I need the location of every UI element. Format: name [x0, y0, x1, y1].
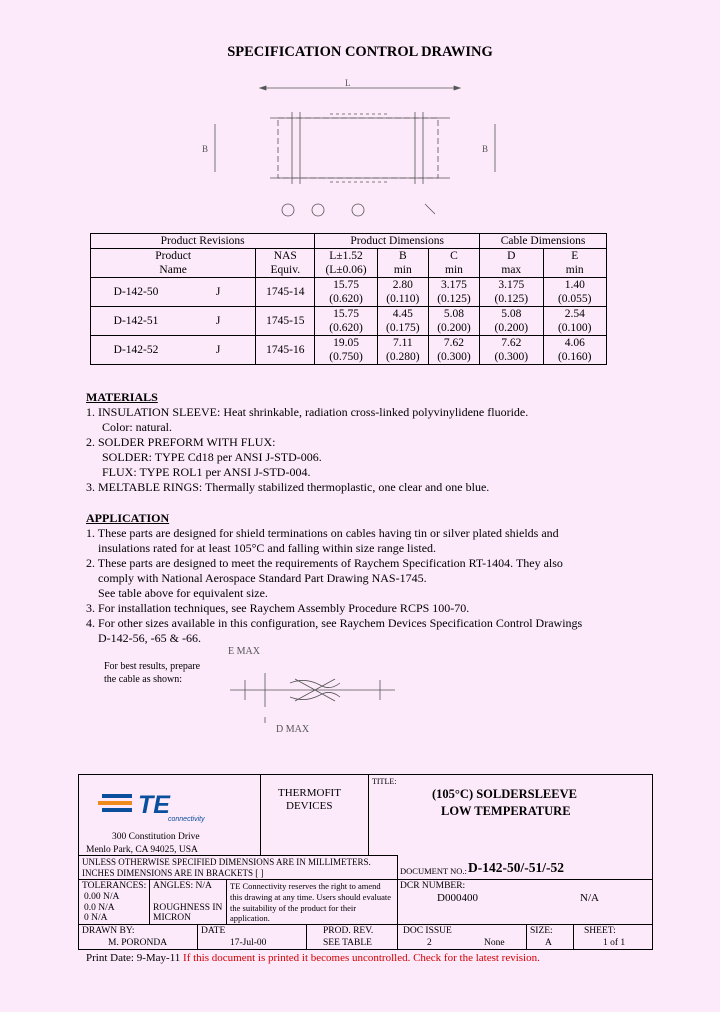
materials-line: 1. INSULATION SLEEVE: Heat shrinkable, radiation cross-linked polyvinylidene fluoride. — [86, 405, 529, 419]
tolerance-1dp: 0.0 N/A — [84, 903, 115, 913]
table-row: D-142-52 J 1745-16 19.05 (0.750) 7.11 (0.280) 7.62 (0.300) 7.62 (0.300) 4.06 (0.160) — [91, 336, 607, 365]
micron-label: MICRON — [153, 913, 192, 923]
cable-note-line2: the cable as shown: — [104, 674, 183, 685]
division-line2: DEVICES — [286, 800, 333, 812]
dcr-value: D000400 — [437, 892, 478, 904]
te-logo — [96, 788, 211, 824]
dcr-right-value: N/A — [580, 892, 599, 904]
disclaimer-line4: application. — [230, 913, 270, 923]
disclaimer-line3: the suitability of the product for their — [230, 903, 357, 913]
doc-no-label: DOCUMENT NO.: — [400, 866, 467, 876]
cable-drawing — [225, 655, 400, 725]
cable-bottom-label: D MAX — [276, 724, 310, 735]
application-line: 2. These parts are designed to meet the requirements of Raychem Specification RT-1404. They also — [86, 556, 563, 570]
col-header-e: E min — [543, 249, 607, 278]
application-line: insulations rated for at least 105°C and falling within size range listed. — [98, 541, 437, 555]
address-line2: Menlo Park, CA 94025, USA — [86, 845, 198, 855]
drawn-by-value: M. PORONDA — [108, 938, 168, 948]
page-title: SPECIFICATION CONTROL DRAWING — [227, 44, 493, 60]
doc-issue-value: 2 — [427, 938, 432, 948]
length-label: L — [345, 78, 351, 88]
cable-note-line1: For best results, prepare — [104, 661, 201, 672]
prod-rev-label: PROD. REV. — [323, 926, 374, 936]
tolerance-0dp: 0 N/A — [84, 913, 108, 923]
col-header-d: D max — [480, 249, 543, 278]
logo-text: TE — [138, 791, 170, 819]
date-value: 17-Jul-00 — [230, 938, 267, 948]
prod-rev-value: SEE TABLE — [323, 938, 372, 948]
size-value: A — [545, 938, 552, 948]
sheet-label: SHEET: — [584, 926, 616, 936]
materials-line: Color: natural. — [102, 420, 172, 434]
cable-top-label: E MAX — [228, 646, 260, 657]
table-row: D-142-51 J 1745-15 15.75 (0.620) 4.45 (0.175) 5.08 (0.200) 5.08 (0.200) 2.54 (0.100) — [91, 307, 607, 336]
scale-value: None — [484, 938, 505, 948]
units-note-line2: INCHES DIMENSIONS ARE IN BRACKETS [ ] — [82, 868, 264, 878]
application-line: 3. For installation techniques, see Raychem Assembly Procedure RCPS 100-70. — [86, 601, 470, 615]
doc-title-line2: LOW TEMPERATURE — [441, 804, 571, 818]
tolerances-label: TOLERANCES: — [82, 881, 147, 891]
date-label: DATE — [201, 926, 226, 936]
application-line: See table above for equivalent size. — [98, 586, 268, 600]
print-date: Print Date: 9-May-11 — [86, 952, 181, 964]
col-header-l: L±1.52 (L±0.06) — [315, 249, 377, 278]
uncontrolled-warning: If this document is printed it becomes uncontrolled. Check for the latest revision. — [183, 952, 540, 964]
materials-line: FLUX: TYPE ROL1 per ANSI J-STD-004. — [102, 465, 311, 479]
application-heading: APPLICATION — [86, 511, 170, 525]
doc-issue-label: DOC ISSUE — [403, 926, 452, 936]
col-header-c: C min — [428, 249, 479, 278]
application-line: 1. These parts are designed for shield terminations on cables having tin or silver plated shields and — [86, 526, 559, 540]
title-label: TITLE: — [372, 777, 397, 786]
disclaimer-line1: TE Connectivity reserves the right to amend — [230, 881, 381, 891]
group-header-product-dims: Product Dimensions — [315, 234, 480, 249]
dim-b-label: B — [202, 144, 209, 154]
print-footer — [86, 952, 540, 964]
dim-b-right-label: B — [482, 144, 489, 154]
product-table — [90, 233, 607, 365]
materials-heading: MATERIALS — [86, 390, 158, 404]
group-header-cable-dims: Cable Dimensions — [480, 234, 607, 249]
materials-line: 2. SOLDER PREFORM WITH FLUX: — [86, 435, 276, 449]
application-line: D-142-56, -65 & -66. — [98, 631, 201, 645]
dcr-label: DCR NUMBER: — [400, 881, 466, 891]
drawn-by-label: DRAWN BY: — [82, 926, 135, 936]
sheet-value: 1 of 1 — [603, 938, 626, 948]
col-header-product-name: Product Name — [91, 249, 256, 278]
application-line: 4. For other sizes available in this configuration, see Raychem Devices Specification Control Drawings — [86, 616, 583, 630]
division-line1: THERMOFIT — [278, 787, 341, 799]
col-header-nas: NAS Equiv. — [256, 249, 315, 278]
col-header-b: B min — [377, 249, 428, 278]
doc-no-value: D-142-50/-51/-52 — [468, 860, 564, 875]
group-header-revisions: Product Revisions — [91, 234, 315, 249]
tolerance-2dp: 0.00 N/A — [84, 892, 120, 902]
disclaimer-line2: this drawing at any time. Users should evaluate — [230, 892, 391, 902]
materials-line: SOLDER: TYPE Cd18 per ANSI J-STD-006. — [102, 450, 322, 464]
angles-label: ANGLES: N/A — [153, 881, 212, 891]
address-line1: 300 Constitution Drive — [112, 832, 200, 842]
units-note-line1: UNLESS OTHERWISE SPECIFIED DIMENSIONS ARE IN MILLIMETERS. — [82, 857, 371, 867]
roughness-label: ROUGHNESS IN — [153, 903, 223, 913]
materials-line: 3. MELTABLE RINGS: Thermally stabilized thermoplastic, one clear and one blue. — [86, 480, 490, 494]
logo-sub: connectivity — [168, 816, 205, 823]
size-label: SIZE: — [530, 926, 553, 936]
product-drawing — [200, 78, 520, 223]
table-row: D-142-50 J 1745-14 15.75 (0.620) 2.80 (0.110) 3.175 (0.125) 3.175 (0.125) 1.40 (0.055) — [91, 278, 607, 307]
application-line: comply with National Aerospace Standard Part Drawing NAS-1745. — [98, 571, 427, 585]
doc-title-line1: (105°C) SOLDERSLEEVE — [432, 787, 577, 801]
